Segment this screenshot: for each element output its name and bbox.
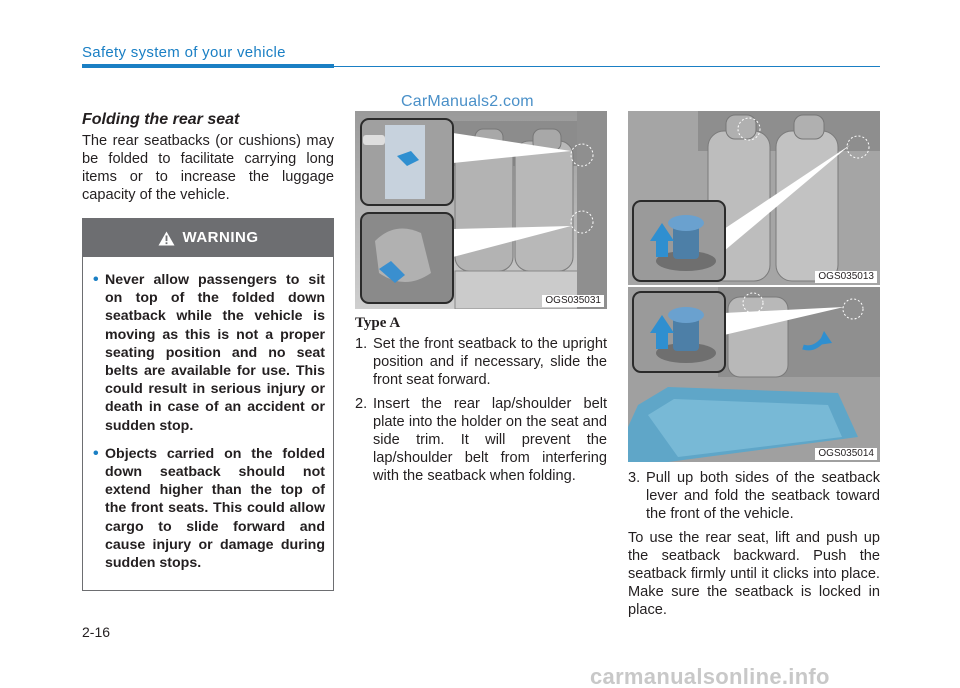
step-number: 2. bbox=[355, 396, 368, 412]
warning-header bbox=[83, 219, 333, 257]
step-number: 1. bbox=[355, 336, 368, 352]
bullet-icon: • bbox=[93, 271, 99, 288]
warning-box bbox=[82, 218, 334, 591]
header-rule-thick bbox=[82, 64, 334, 68]
bullet-icon: • bbox=[93, 444, 99, 462]
column-2 bbox=[355, 314, 607, 491]
column-3 bbox=[628, 469, 880, 625]
step-item bbox=[628, 469, 880, 523]
seatback-lever-illustration bbox=[628, 111, 880, 285]
figure-code: OGS035013 bbox=[815, 271, 877, 283]
step-text: Set the front seatback to the upright position and if necessary, slide the front seat forward. bbox=[373, 336, 607, 388]
warning-title: WARNING bbox=[182, 229, 259, 246]
step-text: Pull up both sides of the seatback lever and fold the seatback toward the front of the vehicle. bbox=[646, 470, 880, 522]
intro-paragraph: The rear seatbacks (or cushions) may be folded to facilitate carrying long items or to increase the luggage capacity of the vehicle. bbox=[82, 133, 334, 203]
type-heading: Type A bbox=[355, 315, 401, 331]
figure-folded-seatback bbox=[628, 287, 880, 462]
step-item bbox=[355, 395, 607, 485]
warning-list bbox=[83, 257, 333, 590]
warning-item: • Objects carried on the folded down seatback should not extend higher than the top of the front seats. This could allow cargo to slide forward and cause injury or damage during sudden stops. bbox=[93, 444, 325, 572]
figure-belt-holder bbox=[355, 111, 607, 309]
header-rule-thin bbox=[334, 66, 880, 67]
warning-item: • Never allow passengers to sit on top of the folded down seatback while the vehicle is moving as this is not a proper seating position and no seat belts are available for use. This could result in serious injury or death in case of an accident or sudden stop. bbox=[93, 271, 325, 434]
figure-seatback-lever bbox=[628, 111, 880, 285]
figure-code: OGS035014 bbox=[815, 448, 877, 460]
column-1 bbox=[82, 110, 334, 591]
page-number: 2-16 bbox=[82, 624, 111, 640]
step-text: Insert the rear lap/shoulder belt plate into the holder on the seat and side trim. It will prevent the lap/shoulder belt from interfering with the seatback when folding. bbox=[373, 396, 607, 484]
step-number: 3. bbox=[628, 470, 641, 486]
warning-triangle-icon bbox=[158, 231, 175, 246]
seat-belt-holder-illustration bbox=[355, 111, 607, 309]
step-item bbox=[355, 335, 607, 389]
watermark-top[interactable]: CarManuals2.com bbox=[401, 93, 534, 110]
closing-paragraph: To use the rear seat, lift and push up the seatback backward. Push the seatback firmly until it clicks into place. Make sure the seatback is locked in place. bbox=[628, 530, 880, 618]
section-heading: Folding the rear seat bbox=[82, 111, 240, 128]
folded-seatback-illustration bbox=[628, 287, 880, 462]
section-title: Safety system of your vehicle bbox=[82, 44, 286, 61]
figure-code: OGS035031 bbox=[542, 295, 604, 307]
watermark-bottom[interactable]: carmanualsonline.info bbox=[590, 664, 830, 688]
